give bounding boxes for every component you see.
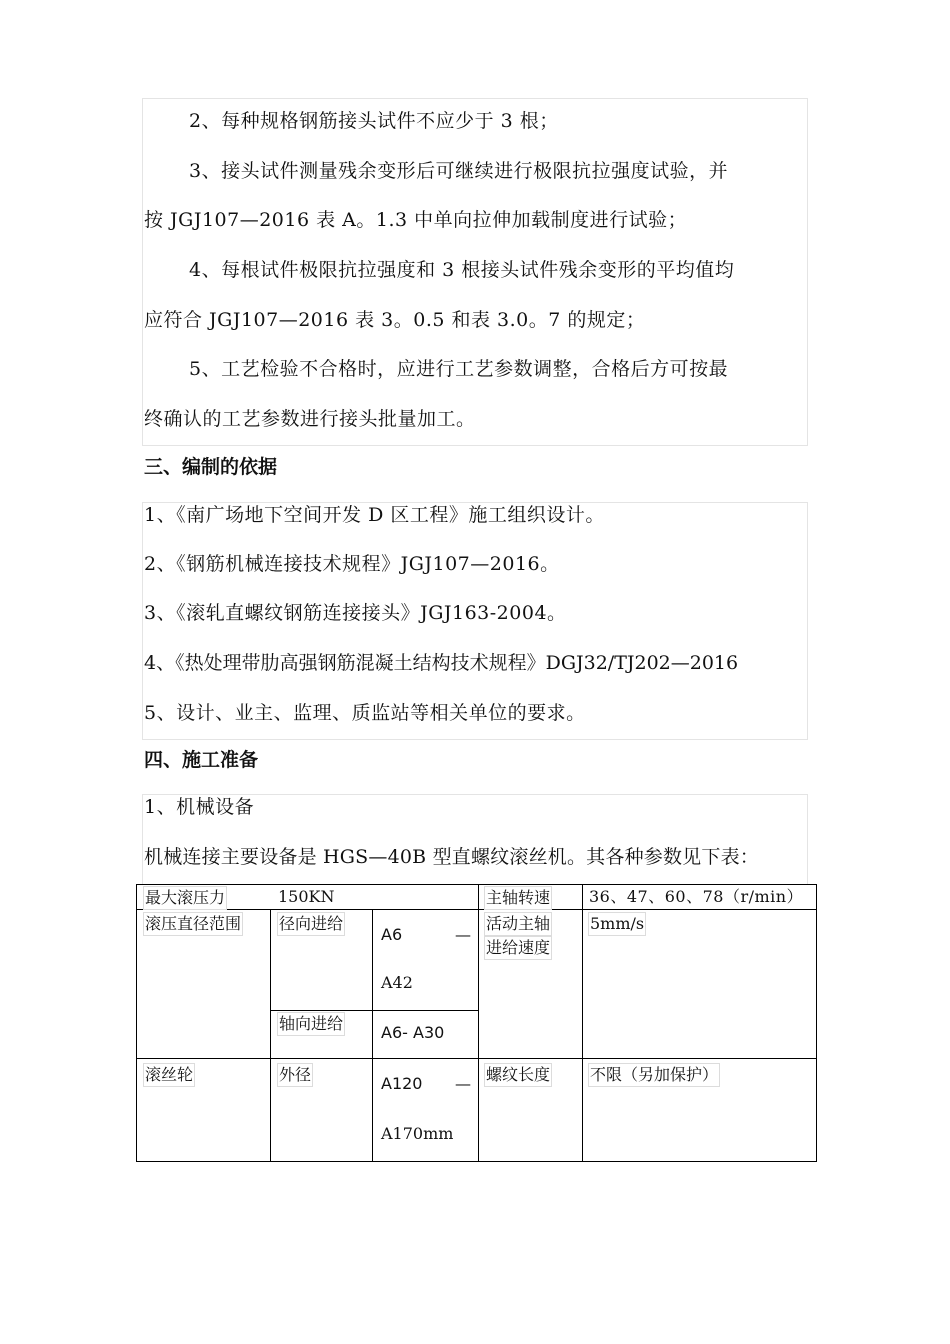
basis-item: 4、《热处理带肋高强钢筋混凝土结构技术规程》DGJ32/TJ202—2016: [144, 652, 739, 674]
wheel-label: 滚丝轮: [143, 1063, 195, 1087]
radial-range-end: A42: [381, 973, 413, 992]
thread-length-label: 螺纹长度: [484, 1063, 552, 1087]
thread-length-value: 不限（另加保护）: [588, 1063, 720, 1087]
radial-feed-label: 径向进给: [277, 912, 345, 936]
paragraph-line: 终确认的工艺参数进行接头批量加工。: [144, 408, 476, 430]
paragraph-line: 2、每种规格钢筋接头试件不应少于 3 根；: [189, 110, 559, 132]
radial-feed-range: [381, 924, 471, 946]
basis-item: 3、《滚轧直螺纹钢筋连接接头》JGJ163-2004。: [144, 602, 567, 624]
paragraph-line: 应符合 JGJ107—2016 表 3。0.5 和表 3.0。7 的规定；: [144, 309, 646, 331]
subsection-title: 1、机械设备: [144, 796, 255, 818]
diameter-range-label: 滚压直径范围: [143, 912, 243, 936]
section-3-heading: 三、编制的依据: [144, 456, 278, 478]
basis-item: 1、《南广场地下空间开发 D 区工程》施工组织设计。: [144, 504, 605, 526]
range-dash: —: [455, 925, 471, 944]
outer-range-end: A170mm: [381, 1124, 454, 1143]
paragraph-line: 3、接头试件测量残余变形后可继续进行极限抗拉强度试验，并: [189, 160, 729, 182]
paragraph-line: 4、每根试件极限抗拉强度和 3 根接头试件残余变形的平均值均: [189, 259, 735, 281]
spindle-feed-label-line1: 活动主轴: [484, 912, 552, 936]
spindle-speed-value: 36、47、60、78（r/min）: [589, 887, 804, 906]
paragraph-line: 5、工艺检验不合格时，应进行工艺参数调整，合格后方可按最: [189, 358, 729, 380]
axial-range-end: A30: [413, 1023, 445, 1042]
outer-range-start: A120: [381, 1074, 423, 1093]
max-pressure-value: 150KN: [278, 887, 335, 906]
section-4-heading: 四、施工准备: [144, 749, 259, 771]
outer-diameter-label: 外径: [277, 1063, 313, 1087]
max-pressure-label: 最大滚压力: [143, 886, 227, 910]
axial-feed-label: 轴向进给: [277, 1012, 345, 1036]
basis-item: 5、设计、业主、监理、质监站等相关单位的要求。: [144, 702, 586, 724]
radial-range-start: A6: [381, 925, 403, 944]
spindle-speed-label: 主轴转速: [484, 886, 552, 910]
parameter-table: [136, 884, 817, 1162]
paragraph-line: 按 JGJ107—2016 表 A。1.3 中单向拉伸加载制度进行试验；: [144, 209, 688, 231]
intro-text: 机械连接主要设备是 HGS—40B 型直螺纹滚丝机。其各种参数见下表：: [144, 846, 759, 868]
spindle-feed-label-line2: 进给速度: [484, 936, 552, 960]
outer-diameter-range: [381, 1073, 471, 1095]
basis-item: 2、《钢筋机械连接技术规程》JGJ107—2016。: [144, 553, 560, 575]
spindle-feed-value: 5mm/s: [588, 912, 646, 936]
axial-range-start: A6-: [381, 1023, 408, 1042]
axial-feed-range: [381, 1022, 444, 1044]
range-dash: —: [455, 1074, 471, 1093]
